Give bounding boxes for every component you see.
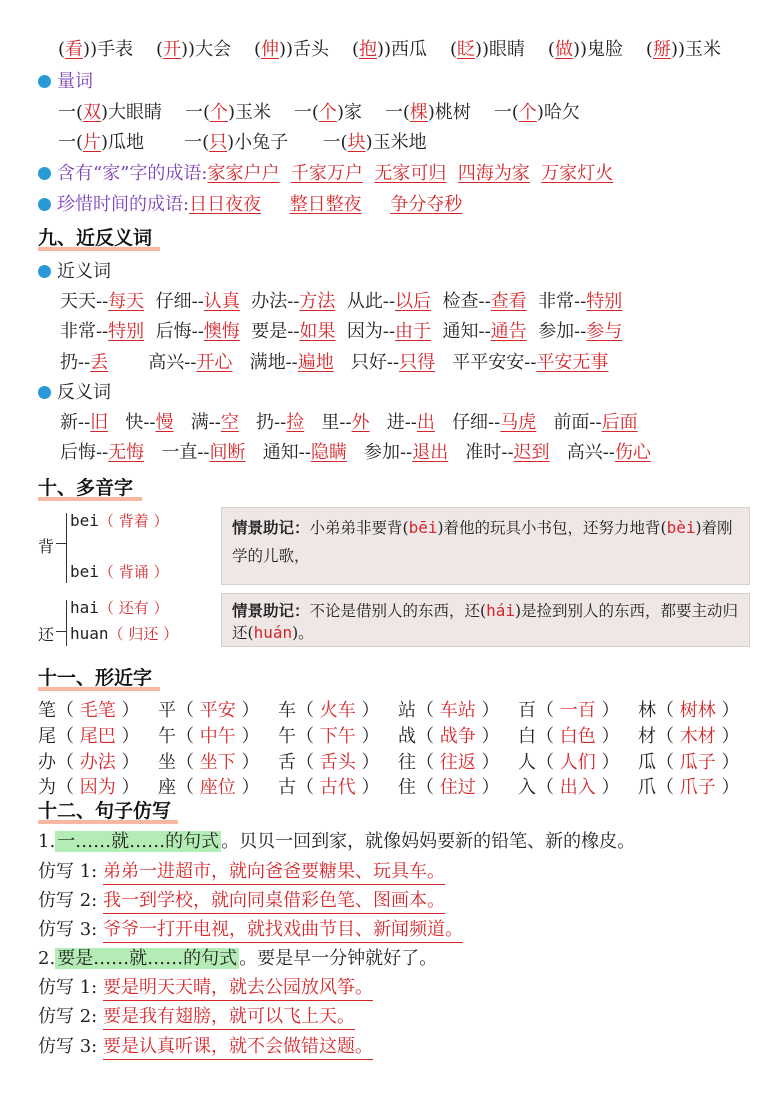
similar-char-word: 座位 bbox=[199, 777, 236, 798]
section-11-title: 十一、形近字 bbox=[38, 667, 153, 689]
bullet-icon bbox=[38, 386, 51, 399]
similar-char: 座 bbox=[158, 777, 176, 798]
similar-char-item: 座（ 座位 ） bbox=[158, 777, 260, 798]
similar-char-item: 办（ 办法 ） bbox=[38, 752, 140, 773]
bei-item-2: bei（ 背诵 ） bbox=[70, 562, 169, 581]
fan-row-1: 新--旧 快--慢 满--空 扔--捡 里--外 进--出 仔细--马虎 前面--后面 bbox=[60, 412, 638, 433]
similar-char-word: 舌头 bbox=[319, 752, 356, 773]
fan-heading: 反义词 bbox=[38, 381, 111, 405]
jin-row-3: 扔--丢 高兴--开心 满地--遍地 只好--只得 平平安安--平安无事 bbox=[60, 352, 609, 373]
jia-idioms: 含有“家”字的成语:家家户户 千家万户 无家可归 四海为家 万家灯火 bbox=[38, 162, 613, 186]
bracket bbox=[66, 513, 67, 583]
jin-row-1: 天天--每天 仔细--认真 办法--方法 从此--以后 检查--查看 非常--特别 bbox=[60, 291, 623, 312]
similar-char-item: 为（ 因为 ） bbox=[38, 777, 140, 798]
similar-char-item: 舌（ 舌头 ） bbox=[278, 752, 380, 773]
similar-char: 往 bbox=[398, 752, 416, 773]
similar-char-item: 往（ 往返 ） bbox=[398, 752, 500, 773]
similar-char: 车 bbox=[278, 700, 296, 721]
similar-char: 为 bbox=[38, 777, 56, 798]
section-12-title: 十二、句子仿写 bbox=[38, 800, 172, 822]
similar-char-word: 下午 bbox=[319, 726, 356, 747]
similar-char-word: 战争 bbox=[439, 726, 476, 747]
huan-item-2: huan（ 归还 ） bbox=[70, 624, 179, 643]
similar-char-item: 瓜（ 瓜子 ） bbox=[638, 752, 740, 773]
similar-char-item: 午（ 下午 ） bbox=[278, 726, 380, 747]
similar-char: 笔 bbox=[38, 700, 56, 721]
similar-char-word: 人们 bbox=[559, 752, 596, 773]
imitation-2-2: 仿写 2: 要是我有翅膀，就可以飞上天。 bbox=[38, 1005, 355, 1029]
similar-char-word: 出入 bbox=[559, 777, 596, 798]
similar-char-word: 住过 bbox=[439, 777, 476, 798]
imitation-1-3: 仿写 3: 爷爷一打开电视，就找戏曲节目、新闻频道。 bbox=[38, 918, 463, 942]
jin-heading: 近义词 bbox=[38, 260, 111, 284]
time-idioms: 珍惜时间的成语:日日夜夜 整日整夜 争分夺秒 bbox=[38, 193, 462, 217]
similar-char-item: 林（ 树林 ） bbox=[638, 700, 740, 721]
bei-item-1: bei（ 背着 ） bbox=[70, 511, 169, 530]
similar-char-item: 尾（ 尾巴 ） bbox=[38, 726, 140, 747]
similar-char-item: 午（ 中午 ） bbox=[158, 726, 260, 747]
similar-char-word: 往返 bbox=[439, 752, 476, 773]
similar-char: 材 bbox=[638, 726, 656, 747]
similar-char: 白 bbox=[518, 726, 536, 747]
similar-char: 百 bbox=[518, 700, 536, 721]
similar-char: 瓜 bbox=[638, 752, 656, 773]
verb-item: (做))鬼脸 bbox=[547, 39, 624, 60]
pattern-1: 1. 一……就……的句式 。贝贝一回到家，就像妈妈要新的铅笔、新的橡皮。 bbox=[38, 831, 636, 852]
bei-memo-box: 情景助记：小弟弟非要背(bēi)着他的玩具小书包，还努力地背(bèi)着刚学的儿歌， bbox=[221, 507, 750, 585]
similar-char-word: 坐下 bbox=[199, 752, 236, 773]
verb-item: (开))大会 bbox=[155, 39, 232, 60]
similar-char-item: 入（ 出入 ） bbox=[518, 777, 620, 798]
huan-char: 还 bbox=[38, 625, 55, 644]
similar-char-word: 一百 bbox=[559, 700, 596, 721]
imitation-1-2: 仿写 2: 我一到学校，就向同桌借彩色笔、图画本。 bbox=[38, 889, 445, 913]
bullet-icon bbox=[38, 265, 51, 278]
similar-char-word: 树林 bbox=[679, 700, 716, 721]
similar-char-item: 爪（ 爪子 ） bbox=[638, 777, 740, 798]
similar-char-item: 车（ 火车 ） bbox=[278, 700, 380, 721]
verb-item: (抱))西瓜 bbox=[351, 39, 428, 60]
section-10-title: 十、多音字 bbox=[38, 477, 134, 499]
imitation-2-3: 仿写 3: 要是认真听课，就不会做错这题。 bbox=[38, 1035, 373, 1059]
similar-char-item: 站（ 车站 ） bbox=[398, 700, 500, 721]
similar-char: 爪 bbox=[638, 777, 656, 798]
similar-char: 办 bbox=[38, 752, 56, 773]
imitation-1-1: 仿写 1: 弟弟一进超市，就向爸爸要糖果、玩具车。 bbox=[38, 860, 445, 884]
bullet-icon bbox=[38, 198, 51, 211]
pattern-2: 2. 要是……就……的句式 。要是早一分钟就好了。 bbox=[38, 948, 438, 969]
similar-char-word: 办法 bbox=[79, 752, 116, 773]
similar-char-word: 车站 bbox=[439, 700, 476, 721]
similar-char: 住 bbox=[398, 777, 416, 798]
similar-char-item: 古（ 古代 ） bbox=[278, 777, 380, 798]
jin-row-2: 非常--特别 后悔--懊悔 要是--如果 因为--由于 通知--通告 参加--参与 bbox=[60, 321, 623, 342]
similar-char-word: 中午 bbox=[199, 726, 236, 747]
similar-char-word: 古代 bbox=[319, 777, 356, 798]
similar-char: 尾 bbox=[38, 726, 56, 747]
similar-char: 战 bbox=[398, 726, 416, 747]
similar-char: 站 bbox=[398, 700, 416, 721]
similar-char-item: 平（ 平安 ） bbox=[158, 700, 260, 721]
similar-char-word: 火车 bbox=[319, 700, 356, 721]
liangci-heading: 量词 bbox=[38, 70, 93, 94]
similar-char: 午 bbox=[278, 726, 296, 747]
similar-char-word: 平安 bbox=[199, 700, 236, 721]
bei-char: 背 bbox=[38, 537, 55, 556]
liangci-row-2: 一(片)瓜地 一(只)小兔子 一(块)玉米地 bbox=[58, 132, 427, 153]
similar-char: 午 bbox=[158, 726, 176, 747]
verb-item: (伸))舌头 bbox=[253, 39, 330, 60]
similar-char-item: 战（ 战争 ） bbox=[398, 726, 500, 747]
similar-char-item: 百（ 一百 ） bbox=[518, 700, 620, 721]
similar-char-word: 爪子 bbox=[679, 777, 716, 798]
similar-char: 人 bbox=[518, 752, 536, 773]
similar-char: 入 bbox=[518, 777, 536, 798]
bullet-icon bbox=[38, 75, 51, 88]
similar-char-word: 尾巴 bbox=[79, 726, 116, 747]
verb-row bbox=[58, 38, 721, 62]
bullet-icon bbox=[38, 167, 51, 180]
bracket-tick bbox=[56, 543, 66, 544]
huan-item-1: hai（ 还有 ） bbox=[70, 598, 169, 617]
verb-item: (眨))眼睛 bbox=[449, 39, 526, 60]
verb-item: (掰))玉米 bbox=[645, 39, 721, 60]
similar-char-item: 笔（ 毛笔 ） bbox=[38, 700, 140, 721]
similar-char: 坐 bbox=[158, 752, 176, 773]
similar-char-item: 白（ 白色 ） bbox=[518, 726, 620, 747]
similar-char-item: 坐（ 坐下 ） bbox=[158, 752, 260, 773]
similar-char-word: 瓜子 bbox=[679, 752, 716, 773]
similar-char-word: 因为 bbox=[79, 777, 116, 798]
similar-char-word: 白色 bbox=[559, 726, 596, 747]
bracket-tick bbox=[56, 631, 66, 632]
similar-char: 林 bbox=[638, 700, 656, 721]
huan-memo-box: 情景助记：不论是借别人的东西，还(hái)是捡到别人的东西，都要主动归还(huán)。 bbox=[221, 593, 750, 647]
section-9-title: 九、近反义词 bbox=[38, 227, 153, 249]
similar-char-word: 毛笔 bbox=[79, 700, 116, 721]
similar-char-item: 材（ 木材 ） bbox=[638, 726, 740, 747]
similar-char: 古 bbox=[278, 777, 296, 798]
imitation-2-1: 仿写 1: 要是明天天晴，就去公园放风筝。 bbox=[38, 976, 373, 1000]
similar-char-item: 住（ 住过 ） bbox=[398, 777, 500, 798]
liangci-row-1: 一(双)大眼睛 一(个)玉米 一(个)家 一(棵)桃树 一(个)哈欠 bbox=[58, 102, 580, 123]
fan-row-2: 后悔--无悔 一直--间断 通知--隐瞒 参加--退出 准时--迟到 高兴--伤心 bbox=[60, 442, 651, 463]
verb-item: (看))手表 bbox=[58, 39, 134, 60]
similar-char-word: 木材 bbox=[679, 726, 716, 747]
similar-char: 平 bbox=[158, 700, 176, 721]
similar-char: 舌 bbox=[278, 752, 296, 773]
similar-char-item: 人（ 人们 ） bbox=[518, 752, 620, 773]
bracket bbox=[66, 600, 67, 646]
